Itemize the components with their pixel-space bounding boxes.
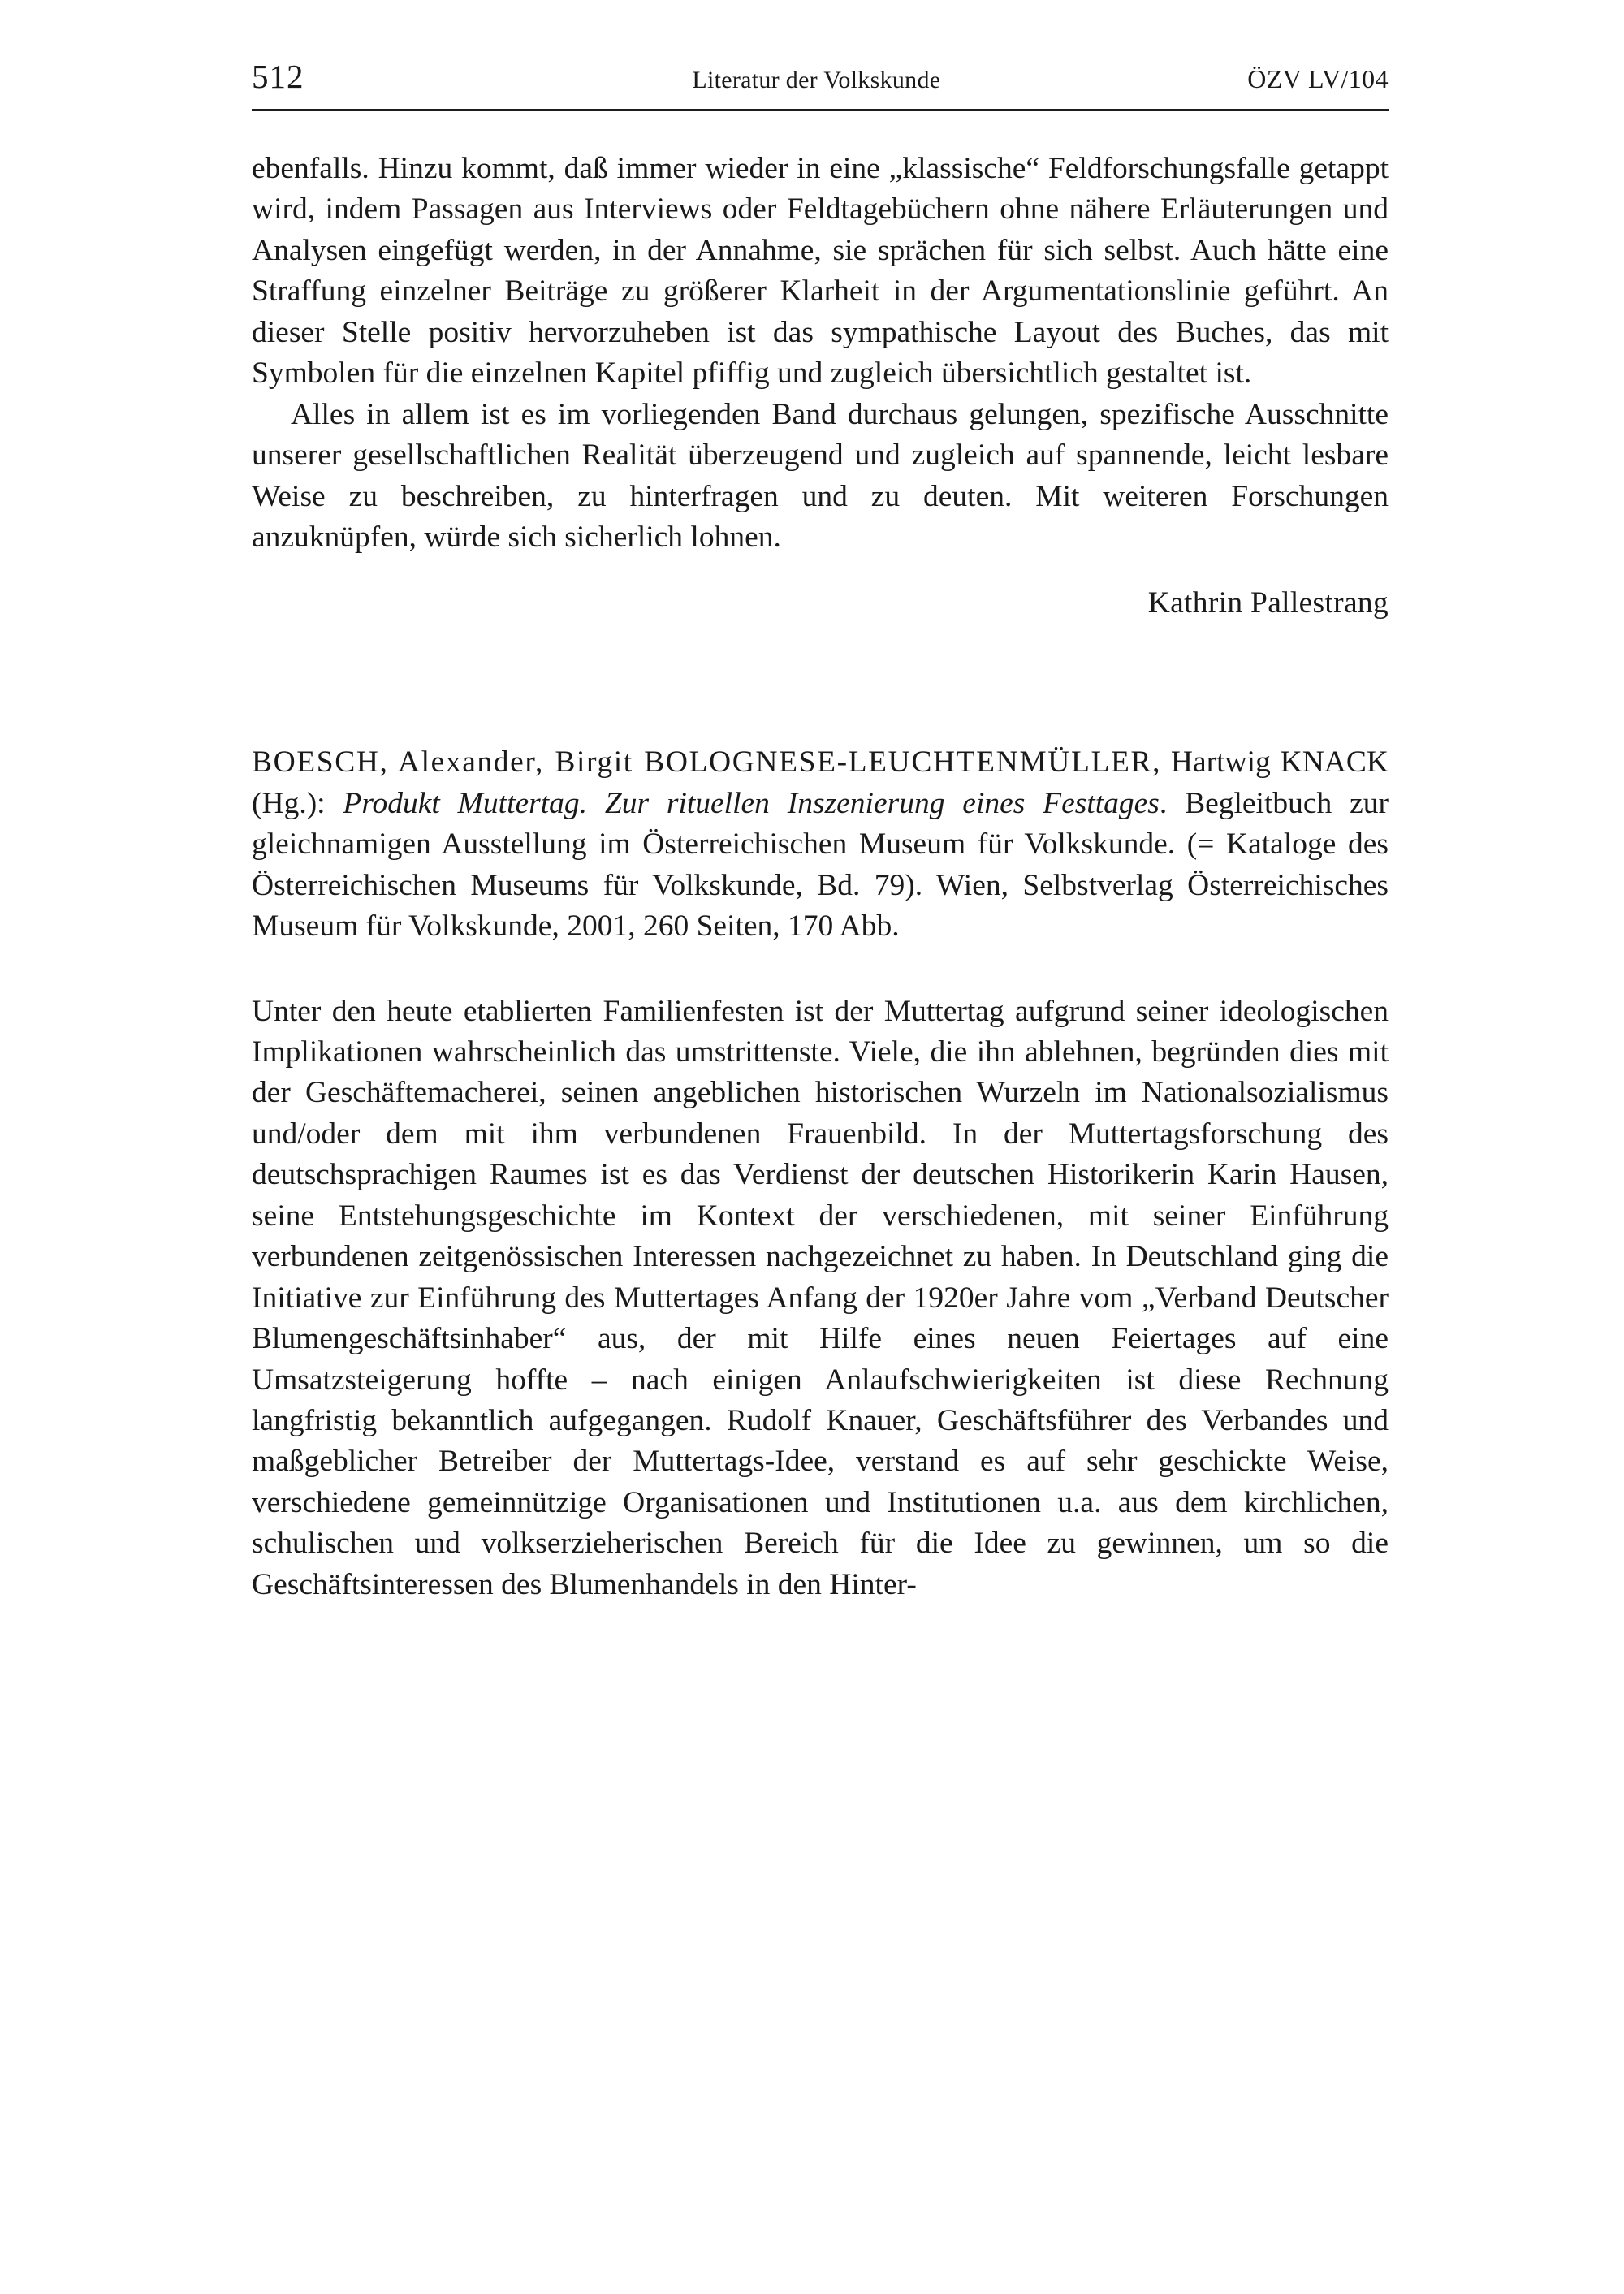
reference-authors: BOESCH, Alexander, Birgit BOLOGNESE-LEUCHTENMÜLLER, <box>252 745 1162 780</box>
reference-publication-details: . Begleitbuch zur gleichnamigen Ausstellung im Österreichischen Museum für Volkskunde. (= Kataloge des Österreichischen Museums für Volkskunde, Bd. 79). Wien, Selbstverlag Österreichisches Museum für Volkskunde, 2001, 260 Seiten, 170 Abb. <box>252 786 1389 944</box>
book-reference <box>252 742 1389 947</box>
paragraph-continuation: ebenfalls. Hinzu kommt, daß immer wieder in eine „klassische“ Feldforschungsfalle getappt wird, indem Passagen aus Interviews oder Feldtagebüchern ohne nähere Erläuterungen und Analysen eingefügt werden, in der Annahme, sie sprächen für sich selbst. Auch hätte eine Straffung einzelner Beiträge zu größerer Klarheit in der Argumentationslinie geführt. An dieser Stelle positiv hervorzuheben ist das sympathische Layout des Buches, das mit Symbolen für die einzelnen Kapitel pfiffig und zugleich übersichtlich gestaltet ist. <box>252 152 1389 391</box>
reference-title-part1: Produkt Muttertag. Zur rituellen Inszenierung <box>343 786 945 820</box>
review-paragraph: Unter den heute etablierten Familienfesten ist der Muttertag aufgrund seiner ideologischen Implikationen wahrscheinlich das umstrittenste. Viele, die ihn ablehnen, begründen dies mit der Geschäftemacherei, seinen angeblichen historischen Wurzeln im Nationalsozialismus und/oder dem mit ihm verbundenen Frauenbild. In der Muttertagsforschung des deutschsprachigen Raumes ist es das Verdienst der deutschen Historikerin Karin Hausen, seine Entstehungsgeschichte im Kontext der verschiedenen, mit seiner Einführung verbundenen zeitgenössischen Interessen nachgezeichnet zu haben. In Deutschland ging die Initiative zur Einführung des Muttertages Anfang der 1920er Jahre vom „Verband Deutscher Blumengeschäftsinhaber“ aus, der mit Hilfe eines neuen Feiertages auf eine Umsatzsteigerung hoffte – nach einigen Anlaufschwierigkeiten ist diese Rechnung langfristig bekanntlich aufgegangen. Rudolf Knauer, Geschäftsführer des Verbandes und maßgeblicher Betreiber der Muttertags-Idee, verstand es auf sehr geschickte Weise, verschiedene gemeinnützige Organisationen und Institutionen u.a. aus dem kirchlichen, schulischen und volkserzieherischen Bereich für die Idee zu gewinnen, um so die Geschäftsinteressen des Blumenhandels in den Hinter- <box>252 994 1389 1601</box>
page-content <box>252 57 1389 1605</box>
reference-editors: Hartwig KNACK (Hg.): <box>252 745 1389 820</box>
reviewer-signature: Kathrin Pallestrang <box>1147 586 1389 620</box>
issue-identifier: ÖZV LV/104 <box>1247 64 1389 93</box>
current-review-text <box>252 991 1389 1606</box>
header-rule <box>252 109 1389 111</box>
section-spacer <box>252 620 1389 742</box>
page-number: 512 <box>252 58 304 95</box>
paragraph-closing: Alles in allem ist es im vorliegenden Band durchaus gelungen, spezifische Ausschnitte unserer gesellschaftlichen Realität überzeugend und zugleich auf spannende, leicht lesbare Weise zu beschreiben, zu hinterfragen und zu deuten. Mit weiteren Forschungen anzuknüpfen, würde sich sicherlich lohnen. <box>252 397 1389 554</box>
page-header <box>252 57 1389 96</box>
reference-title-part2: eines Festtages <box>962 786 1160 820</box>
previous-review-text <box>252 149 1389 558</box>
running-title: Literatur der Volkskunde <box>692 67 941 93</box>
